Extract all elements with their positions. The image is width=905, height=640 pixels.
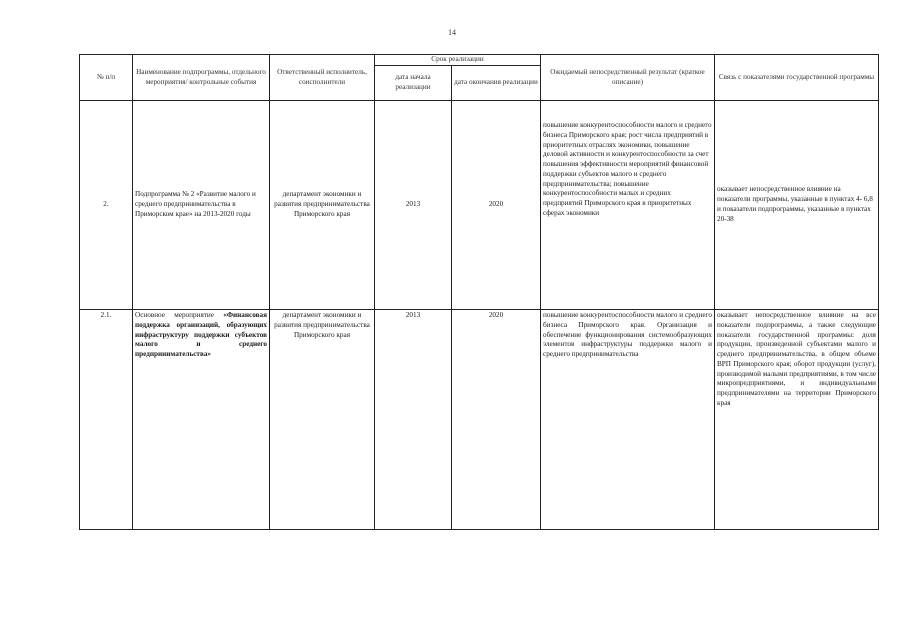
row-name-cell — [133, 310, 270, 530]
row-executor: департамент экономики и развития предпринимательства Приморского края — [270, 310, 375, 530]
row-result: повышение конкурентоспособности малого и среднего бизнеса Приморского края. Организация и обеспечение функционирования системообразующих элементов инфраструктуры поддержки малого и среднего предпринимательства — [541, 310, 715, 530]
row-link: оказывает непосредственное влияние на все показатели подпрограммы, а также следующие показатели государственной программы: доля продукции, произведенной субъектами малого и среднего предпринимательства, в общем объеме ВРП Приморского края; оборот продукции (услуг), производимой малыми предприятиями, в том числе микропредприятиями, и индивидуальными предпринимателями на территории Приморского края — [715, 310, 879, 530]
row-name-main: Основное мероприятие — [135, 311, 214, 319]
row-end-year: 2020 — [452, 310, 541, 530]
page-number: 14 — [448, 28, 456, 37]
row-end-year: 2020 — [452, 101, 541, 310]
header-result: Ожидаемый непосредственный результат (краткое описание) — [541, 55, 715, 101]
header-row — [80, 55, 879, 66]
row-executor: департамент экономики и развития предпринимательства Приморского края — [270, 101, 375, 310]
header-term-start: дата начала реализации — [375, 66, 452, 101]
row-number: 2. — [80, 101, 133, 310]
row-name: Подпрограмма № 2 «Развитие малого и среднего предпринимательства в Приморском крае» на 2013-2020 годы — [133, 101, 270, 310]
row-name: «Финансовая поддержка организаций, образующих инфраструктуру поддержки субъектов малого и среднего предпринимательства» — [135, 311, 267, 359]
program-table — [79, 54, 879, 530]
row-link: оказывает непосредственное влияние на показатели программы, указанные в пунктах 4- 6,8 и показатели подпрограммы, указанные в пунктах 20-38 — [715, 101, 879, 310]
row-number: 2.1. — [80, 310, 133, 530]
row-start-year: 2013 — [375, 310, 452, 530]
header-executor: Ответственный исполнитель, соисполнители — [270, 55, 375, 101]
table-row — [80, 101, 879, 310]
header-name: Наименование подпрограммы, отдельного мероприятия/ контрольные события — [133, 55, 270, 101]
header-link: Связь с показателями государственной программы — [715, 55, 879, 101]
row-result: повышение конкурентоспособности малого и среднего бизнеса Приморского края; рост числа предприятий в приоритетных отраслях экономики, повышение деловой активности и конкурентоспособности за счет повышения эффективности мероприятий финансовой поддержки субъектов малого и среднего предпринимательства; повышение конкурентоспособности малых и средних предприятий Приморского края в приоритетных сферах экономики — [541, 101, 715, 310]
header-num: № п/п — [80, 55, 133, 101]
row-start-year: 2013 — [375, 101, 452, 310]
header-term-end: дата окончания реализации — [452, 66, 541, 101]
table-row — [80, 310, 879, 530]
header-term: Срок реализации — [375, 55, 541, 66]
